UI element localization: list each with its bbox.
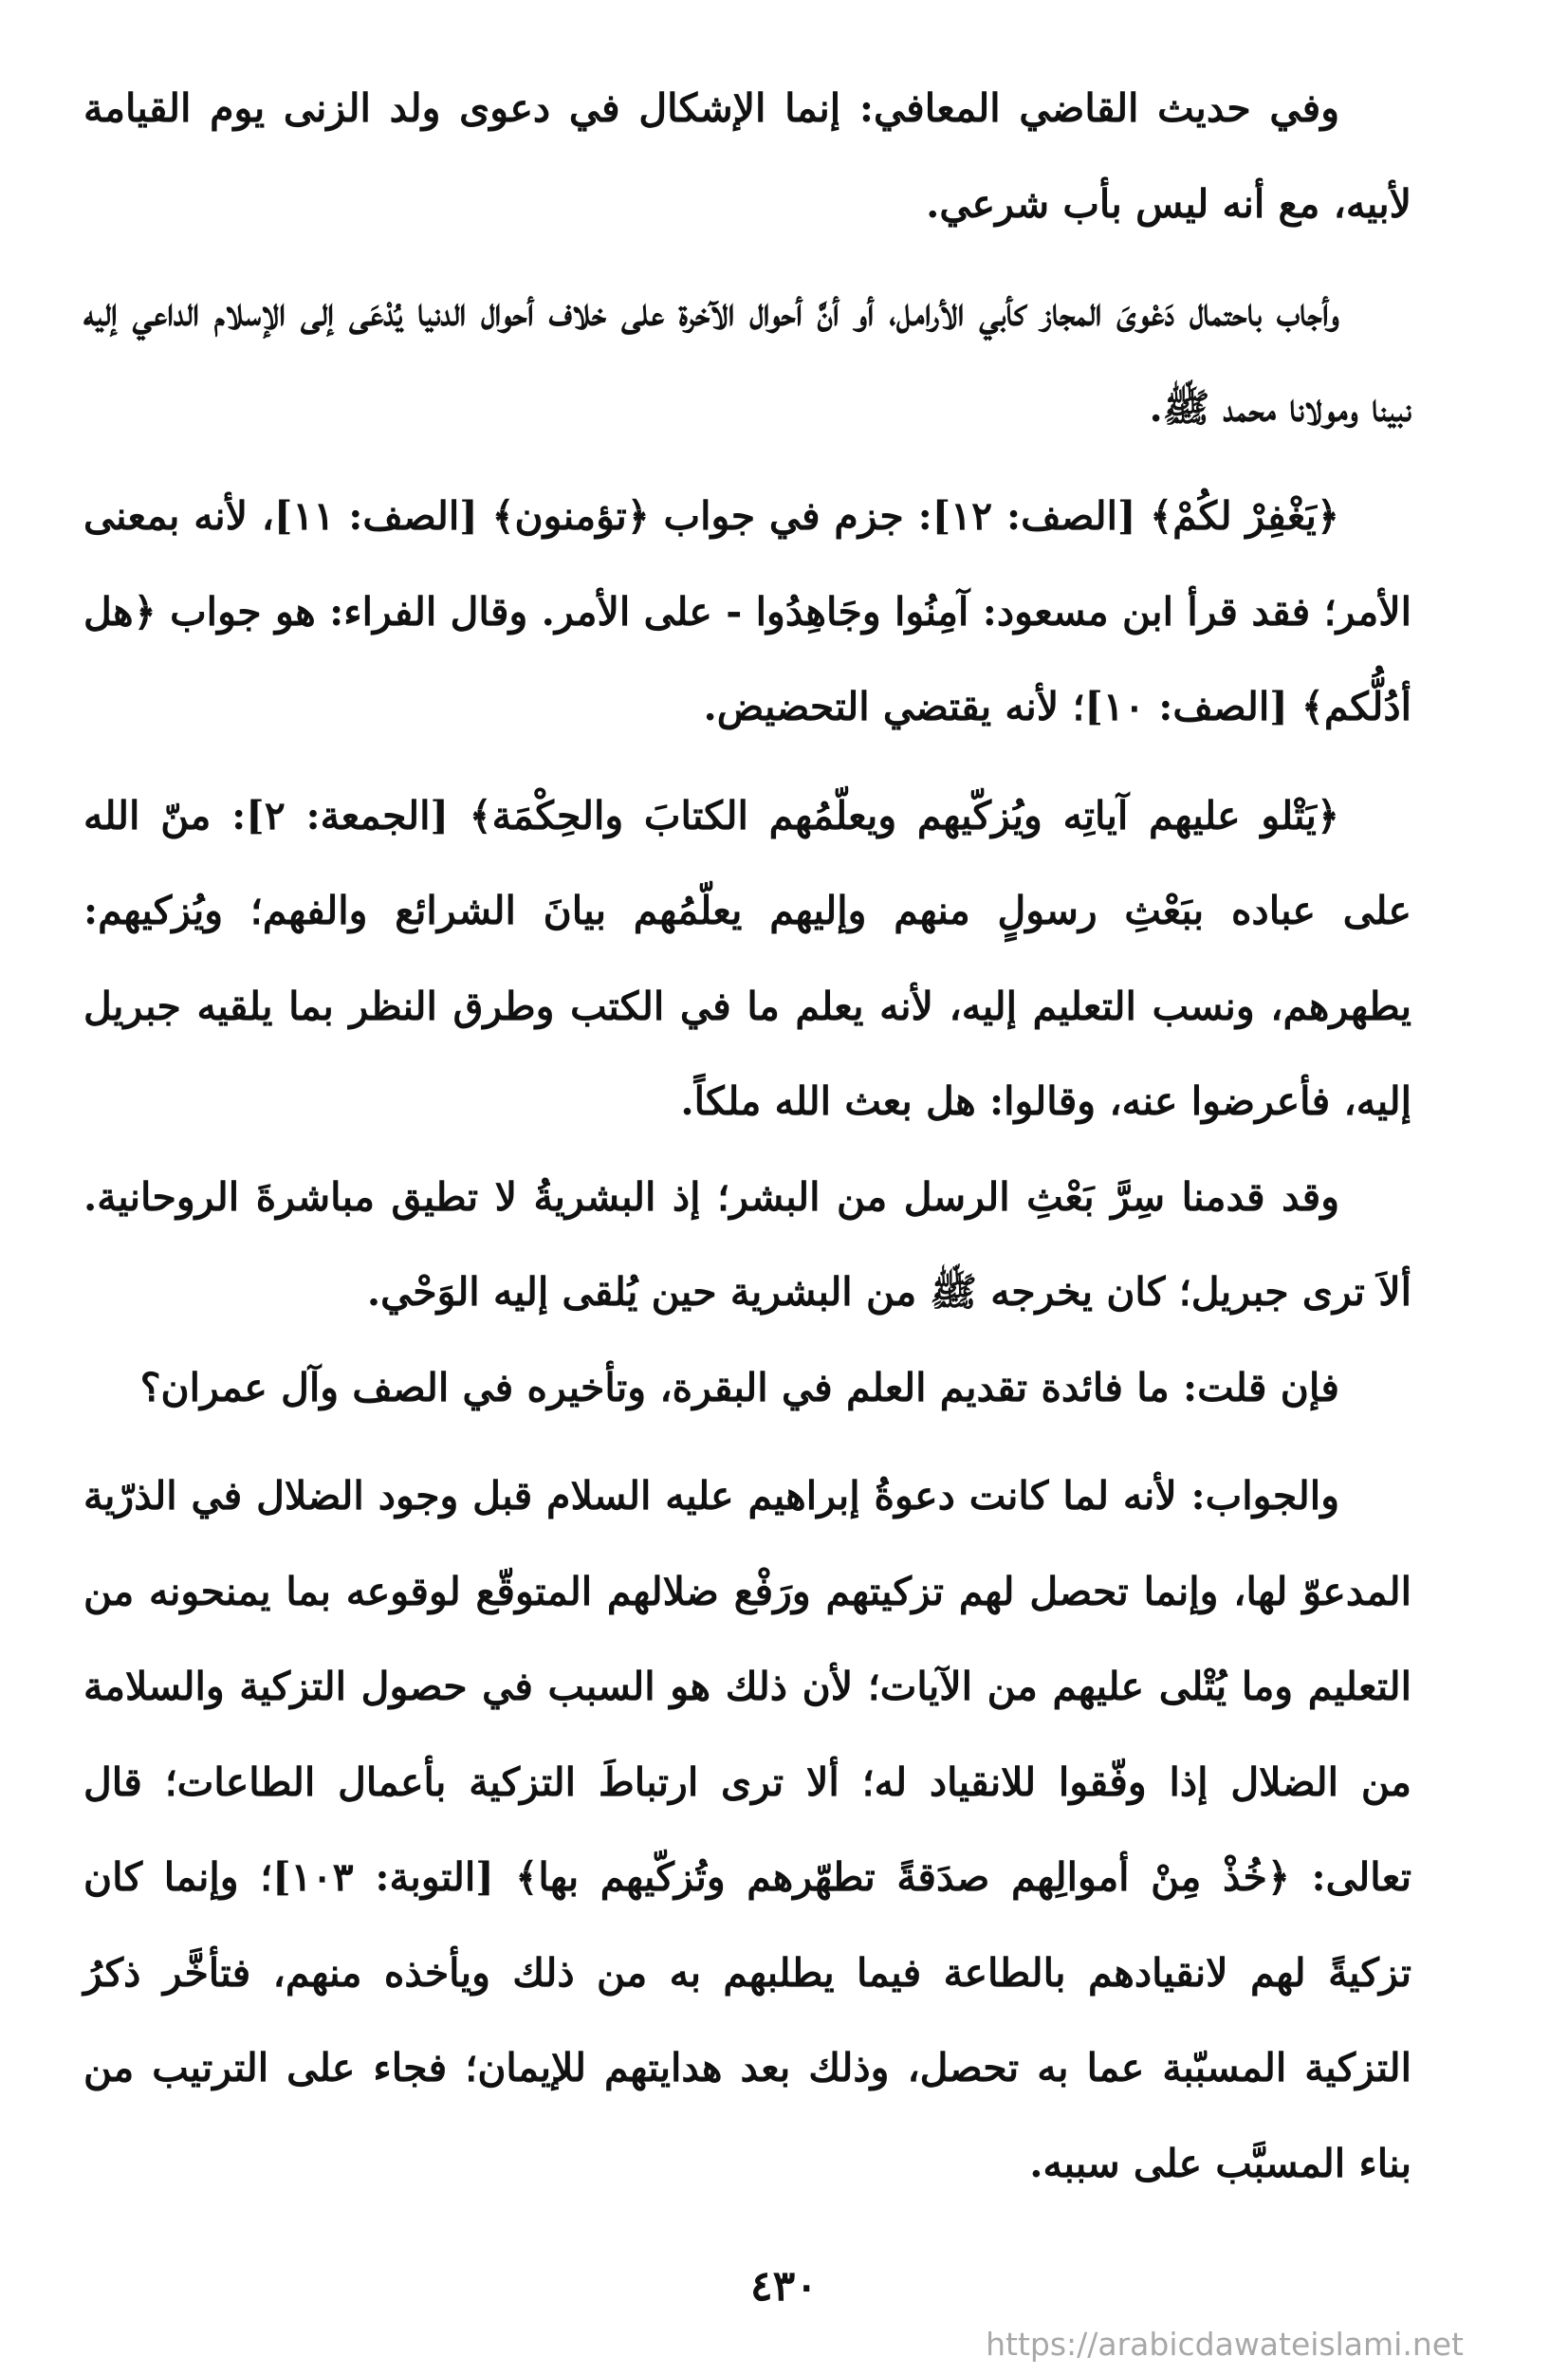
- paragraph-2: وأجاب باحتمال دَعْوىَ المجاز كأبي الأرامل، أو أنَّ أحوال الآخرة على خلاف أحوال الدنيا يُدْعَى إلى الإسلام الداعي إليه نبينا ومولانا محمد ﷺ.: [83, 289, 1411, 431]
- paragraph-gap: [83, 455, 1411, 469]
- page-body: [83, 61, 1411, 2211]
- paragraph-3: ﴿يَغْفِرْ لكُمْ﴾ [الصف: ١٢]: جزم في جواب ﴿تؤمنون﴾ [الصف: ١١]، لأنه بمعنى الأمر؛ فقد قرأ ابن مسعود: آمِنُوا وجَاهِدُوا - على الأمر. وقال الفراء: هو جواب ﴿هل أدُلُّكم﴾ [الصف: ١٠]؛ لأنه يقتضي التحضيض.: [83, 493, 1411, 729]
- source-watermark: https://arabicdawateislami.net: [986, 2326, 1464, 2363]
- paragraph-7: والجواب: لأنه لما كانت دعوةُ إبراهيم عليه السلام قبل وجود الضلال في الذرّية المدعوّ لها، وإنما تحصل لهم تزكيتهم ورَفْع ضلالهم المتوقّع لوقوعه بما يمنحونه من التعليم وما يُتْلى عليهم من الآيات؛ لأن ذلك هو السبب في حصول التزكية والسلامة من الضلال إذا وفّقوا للانقياد له؛ ألا ترى ارتباطَ التزكية بأعمال الطاعات؛ قال تعالى: ﴿خُذْ مِنْ أموالِهم صدَقةً تطهّرهم وتُزكّيهم بها﴾ [التوبة: ١٠٣]؛ وإنما كان تزكيةً لهم لانقيادهم بالطاعة فيما يطلبهم به من ذلك ويأخذه منهم، فتأخَّر ذكرُ التزكية المسبّبة عما به تحصل، وذلك بعد هدايتهم للإيمان؛ فجاء على الترتيب من بناء المسبَّب على سببه.: [83, 1473, 1411, 2186]
- paragraph-5: وقد قدمنا سِرَّ بَعْثِ الرسل من البشر؛ إذ البشريةُ لا تطيق مباشرةَ الروحانية. ألاَ ترى جبريل؛ كان يخرجه ﷺ من البشرية حين يُلقى إليه الوَحْي.: [83, 1173, 1411, 1315]
- paragraph-1: وفي حديث القاضي المعافي: إنما الإشكال في دعوى ولد الزنى يوم القيامة لأبيه، مع أنه ليس بأب شرعي.: [83, 85, 1411, 227]
- paragraph-gap: [83, 251, 1411, 265]
- paragraph-4: ﴿يَتْلو عليهم آياتِه ويُزكّيهم ويعلّمُهم الكتابَ والحِكْمَة﴾ [الجمعة: ٢]: منّ الله على عباده ببَعْثِ رسولٍ منهم وإليهم يعلّمُهم بيانَ الشرائع والفهم؛ ويُزكيهم: يطهرهم، ونسب التعليم إليه، لأنه يعلم ما في الكتب وطرق النظر بما يلقيه جبريل إليه، فأعرضوا عنه، وقالوا: هل بعث الله ملكاً.: [83, 792, 1411, 1124]
- paragraph-6: فإن قلت: ما فائدة تقديم العلم في البقرة، وتأخيره في الصف وآل عمران؟: [139, 1364, 1339, 1410]
- paragraph-gap: [83, 755, 1411, 768]
- page-number: ٤٣٠: [750, 2262, 818, 2311]
- paragraph-gap: [83, 1435, 1411, 1448]
